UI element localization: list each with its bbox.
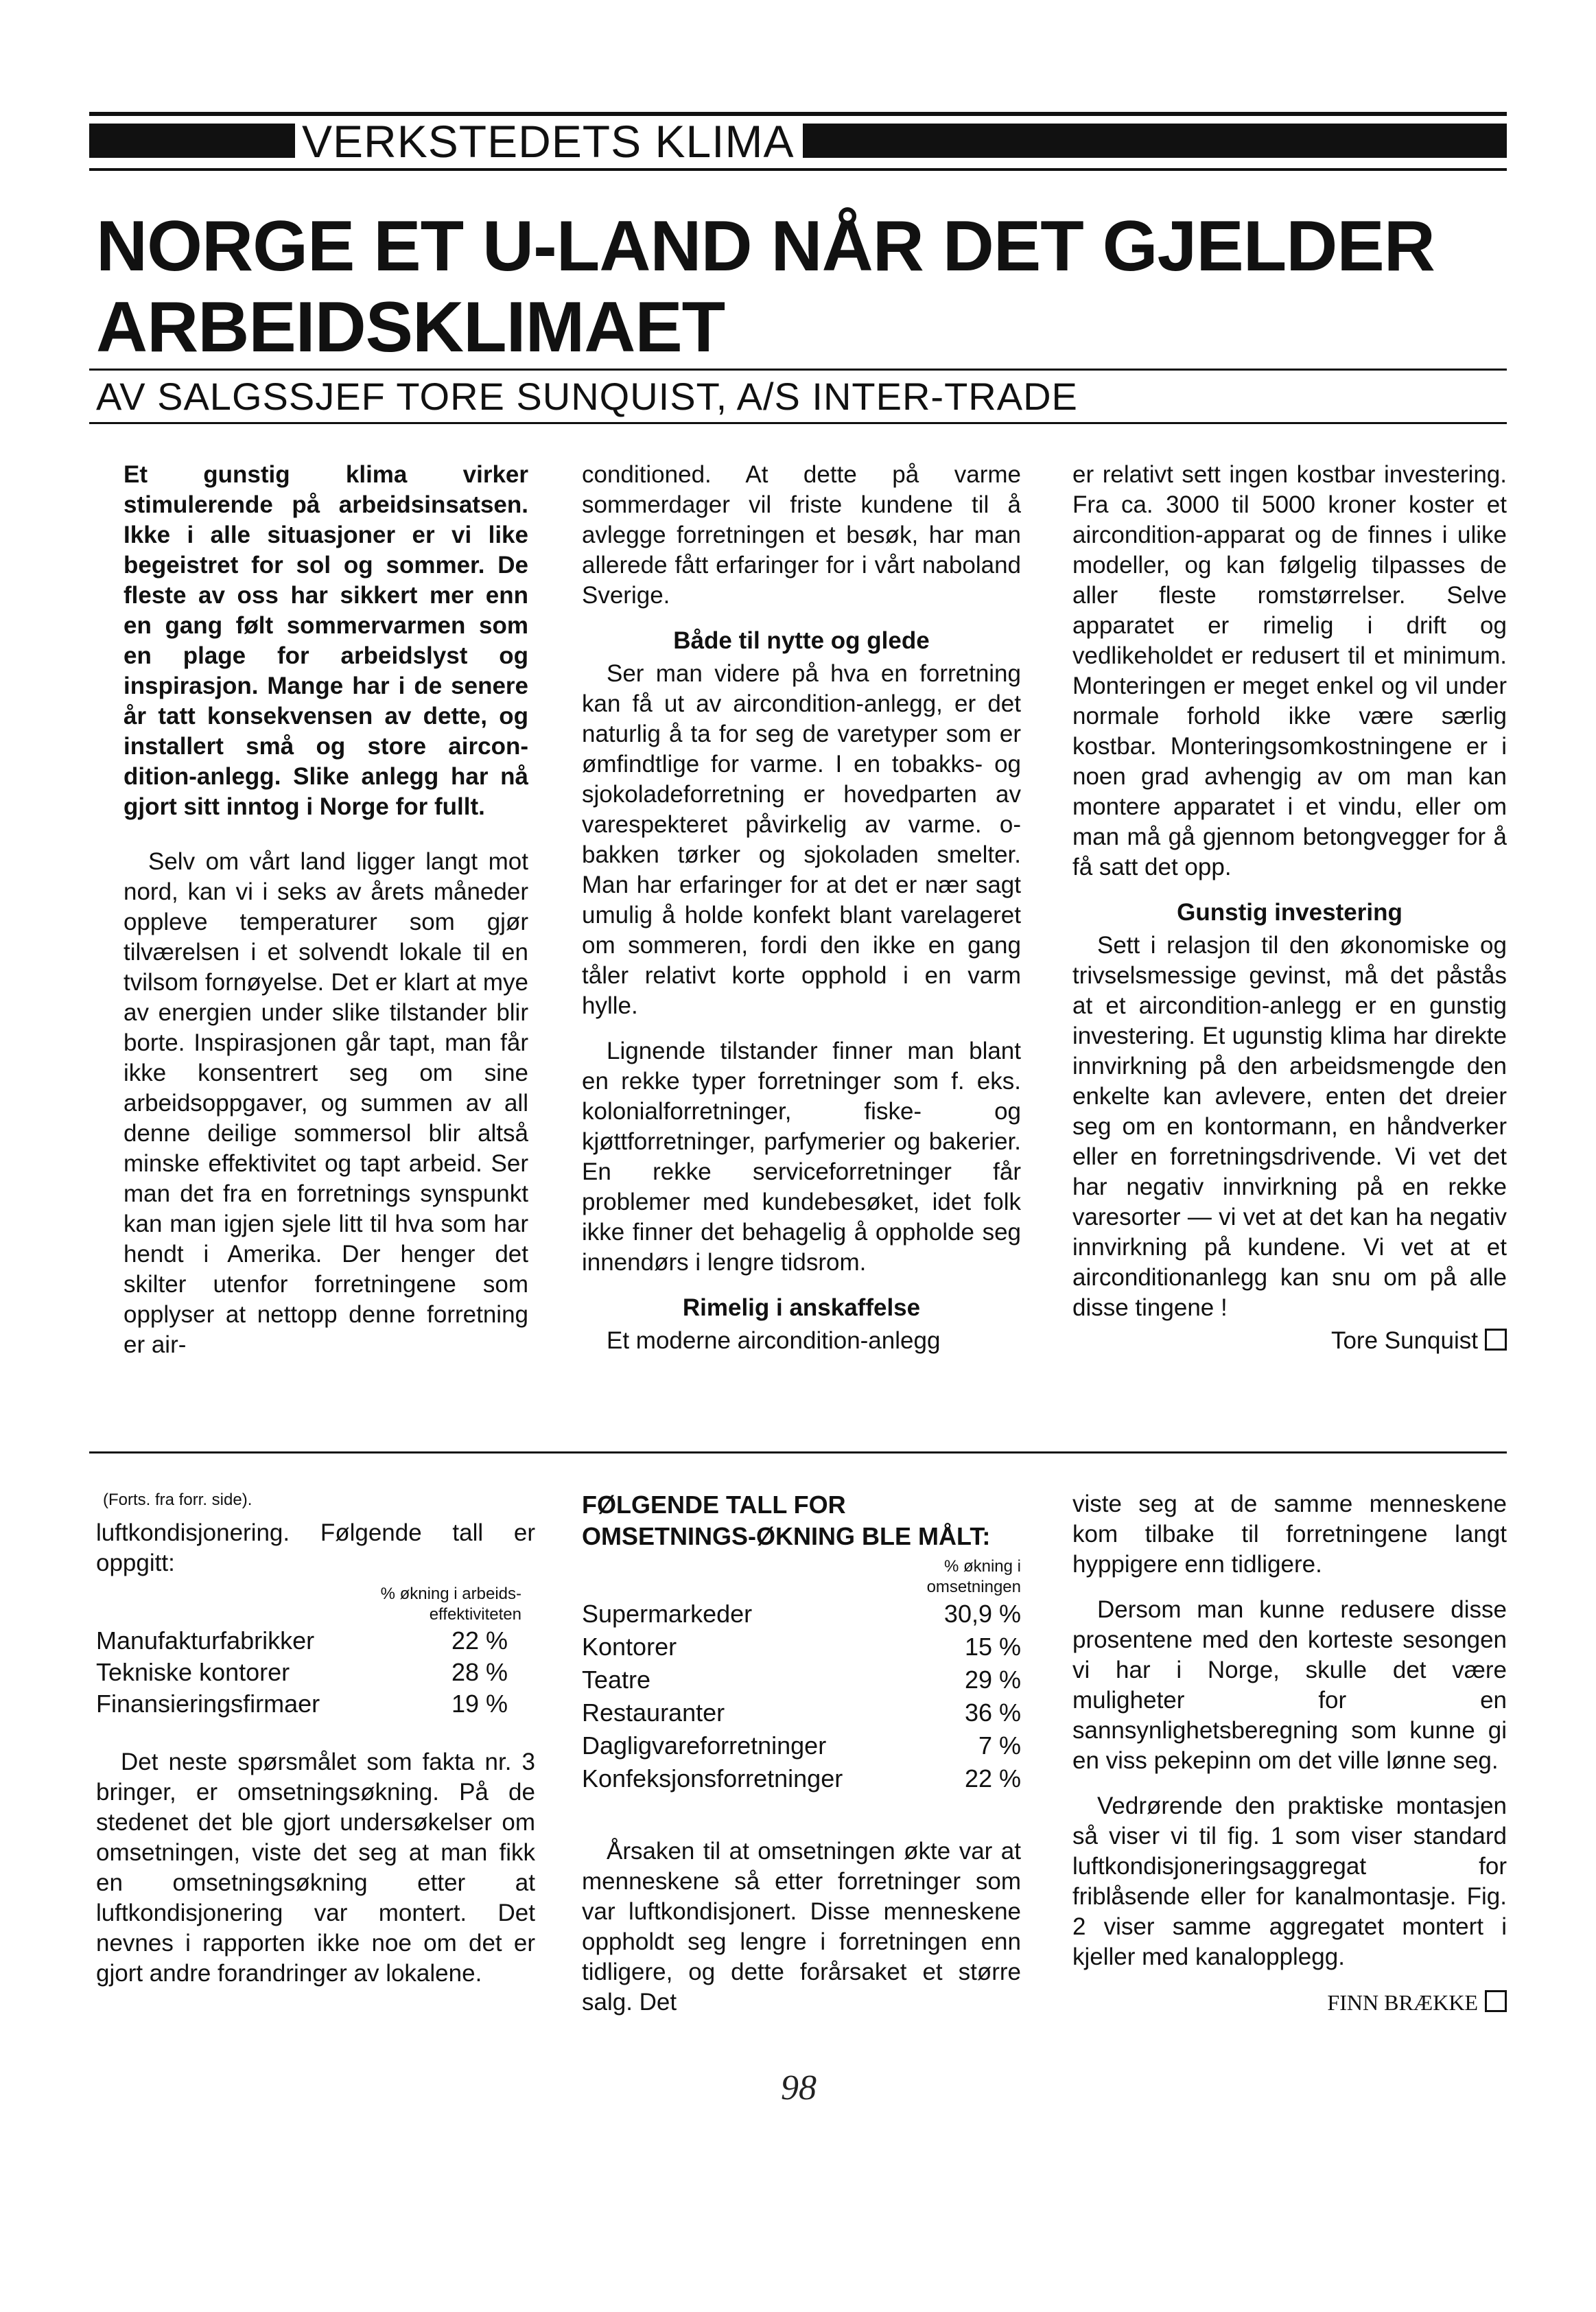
sales-paragraph: Årsaken til at omsetningen økte var at menneskene så etter forretninger som var luftkondisjonert. Disse menneskene oppholdt seg lengre i forretningen enn tidligere, og dette forårsaket et større salg. Det	[582, 1838, 1021, 2016]
byline: AV SALGSSJEF TORE SUNQUIST, A/S INTER-TRADE	[96, 375, 1078, 418]
article-column-2	[582, 460, 1021, 1371]
article-subheading: Gunstig investering	[1177, 899, 1403, 926]
byline-rule-top	[89, 369, 1507, 371]
sales-paragraph: Vedrørende den praktiske montasjen så viser vi til fig. 1 som viser standard luftkondisjoneringsaggregat for friblåsende eller for kanalmontasje. Fig. 2 viser samme aggregatet montert i kjeller med kanalopplegg.	[1072, 1793, 1507, 1970]
article-paragraph: er relativt sett ingen kostbar investering. Fra ca. 3000 til 5000 kroner koster et aircondition-apparat og de finnes i ulike modeller, og kan følgelig tilpasses de aller fleste romstørrelser. Selve apparatet er rimelig i drift og vedlikeholdet er redusert til et minimum. Monteringen er meget enkel og vil under normale forhold ikke være særlig kostbar. Monteringsomkostningene er i noen grad avhengig av om man kan montere apparatet i et vindu, eller om man må gå gjennom betongvegger for å få satt det opp.	[1072, 461, 1507, 880]
sales-column	[582, 1489, 1021, 2033]
continuation-note: (Forts. fra forr. side).	[103, 1491, 253, 1509]
table-row: Dagligvareforretninger 7 %	[582, 1731, 1021, 1760]
table-row: Supermarkeder 30,9 %	[582, 1600, 1021, 1628]
sales-table-header: % økning i omsetningen	[926, 1557, 1021, 1596]
article-paragraph: Et moderne aircondition-anlegg	[607, 1327, 941, 1354]
end-box-icon	[1485, 1329, 1507, 1351]
article-column-3	[1072, 460, 1507, 1356]
headline: NORGE ET U-LAND NÅR DET GJELDER ARBEIDSKLIMAET	[96, 207, 1435, 367]
signature-name: Tore Sunquist	[1330, 1327, 1478, 1354]
article-paragraph: conditioned. At dette på varme sommerdager vil friste kundene til å avlegge forretningen et besøk, har man allerede fått erfaringer for i vårt naboland Sverige.	[582, 461, 1021, 609]
sales-column-3	[1072, 1489, 1507, 2018]
effectiveness-table-header: % økning i arbeids-effektiviteten	[380, 1585, 521, 1624]
continuation-column	[96, 1489, 535, 2004]
article-paragraph: Selv om vårt land ligger langt mot nord, kan vi i seks av årets måneder oppleve temperaturer som gjør tilværelsen i et solvendt lokale til en tvilsom fornøyelse. Det er klart at mye av energien under slike tilstander blir borte. Inspirasjonen går tapt, man får ikke konsentrert seg om sine arbeidsoppgaver, og summen av all denne deilige sommersol blir altså minske effektivitet og tapt arbeid. Ser man det fra en forretnings synspunkt kan man igjen sjele litt til hva som har hendt i Amerika. Der henger det skilter utenfor forretningene som opplyser at nettopp denne forretning er air-	[124, 848, 528, 1358]
section-bar-right	[803, 124, 1507, 158]
signature-name: FINN BRÆKKE	[1327, 1990, 1478, 2015]
sales-paragraph: Dersom man kunne redusere disse prosentene med den korteste sesongen vi har i Norge, skulle det være muligheter for en sannsynlighetsberegning som kunne gi en viss pekepinn om det ville lønne seg.	[1072, 1596, 1507, 1774]
sales-table-title: FØLGENDE TALL FOR OMSETNINGS-ØKNING BLE MÅLT:	[582, 1491, 991, 1550]
continuation-intro: luftkondisjonering. Følgende tall er oppgitt:	[96, 1519, 535, 1576]
article-signature	[1072, 1326, 1507, 1356]
byline-rule-bottom	[89, 422, 1507, 424]
article-subheading: Både til nytte og glede	[673, 627, 930, 654]
article-paragraph: Lignende tilstander finner man blant en rekke typer forretninger som f. eks. kolonialforretninger, fiske- og kjøttforretninger, parfymerier og bakerier. En rekke serviceforretninger får problemer med kundebesøket, idet folk ikke finner det behagelig å oppholde seg innendørs i lengre tidsrom.	[582, 1038, 1021, 1276]
table-row: Konfeksjonsforretninger 22 %	[582, 1764, 1021, 1793]
table-row: Finansieringsfirmaer 19 %	[96, 1690, 508, 1718]
article-column-1	[124, 460, 528, 1375]
article-lead: Et gunstig klima virker stimulerende på arbeidsinsatsen. Ikke i alle situasjoner er vi like begeistret for sol og sommer. De fleste av oss har sikkert mer enn en gang følt sommervarmen som en plage for arbeidslyst og inspirasjon. Mange har i de senere år tatt konsekvensen av dette, og installert små og store aircon-dition-anlegg. Slike anlegg har nå gjort sitt inntog i Norge for fullt.	[124, 461, 528, 820]
table-row: Manufakturfabrikker 22 %	[96, 1626, 508, 1655]
sales-paragraph: viste seg at de samme menneskene kom tilbake til forretningene langt hyppigere enn tidligere.	[1072, 1491, 1507, 1578]
sales-table	[582, 1598, 1021, 1795]
table-row: Teatre 29 %	[582, 1666, 1021, 1694]
continuation-paragraph: Det neste spørsmålet som fakta nr. 3 bringer, er omsetningsøkning. På de stedenet det ble gjort undersøkelser om omsetningen, viste det seg at man fikk en omsetningsøkning etter at luftkondisjonering var montert. Det nevnes i rapporten ikke noe om det er gjort andre forandringer av lokalene.	[96, 1749, 535, 1987]
page-number: 98	[781, 2068, 817, 2107]
article-paragraph: Sett i relasjon til den økonomiske og trivselsmessige gevinst, må det påstås at et aircondition-anlegg er en gunstig investering. Et ugunstig klima har direkte innvirkning på den arbeidsmengde den enkelte kan avlevere, enten det dreier seg om en kontormann, en håndverker eller en forretningsdrivende. Vi vet det har negativ innvirkning på en rekke varesorter — vi vet at det kan ha negativ innvirkning på kundene. Vi vet at et airconditionanlegg kan snu om på alle disse tingene !	[1072, 932, 1507, 1321]
table-row: Tekniske kontorer 28 %	[96, 1658, 508, 1686]
section-label: VERKSTEDETS KLIMA	[302, 116, 795, 167]
table-row: Kontorer 15 %	[582, 1633, 1021, 1661]
section-rule-bottom	[89, 168, 1507, 171]
sales-signature	[1072, 1987, 1507, 2018]
article-subheading: Rimelig i anskaffelse	[682, 1294, 921, 1321]
effectiveness-table	[96, 1625, 535, 1720]
article-divider	[89, 1451, 1507, 1453]
article-paragraph: Ser man videre på hva en forretning kan få ut av aircondition-anlegg, er det naturlig å ta for seg de varetyper som er ømfindtlige for varme. I en tobakks- og sjokoladeforretning er hovedparten av varespekteret påvirkelig av varme. o-bakken tørker og sjokoladen smelter. Man har erfaringer for at det er nær sagt umulig å holde konfekt blant varelageret om sommeren, fordi den ikke en gang tåler relativt korte opphold i en varm hylle.	[582, 660, 1021, 1019]
end-box-icon	[1485, 1990, 1507, 2012]
table-row: Restauranter 36 %	[582, 1698, 1021, 1727]
section-bar-left	[89, 124, 295, 158]
